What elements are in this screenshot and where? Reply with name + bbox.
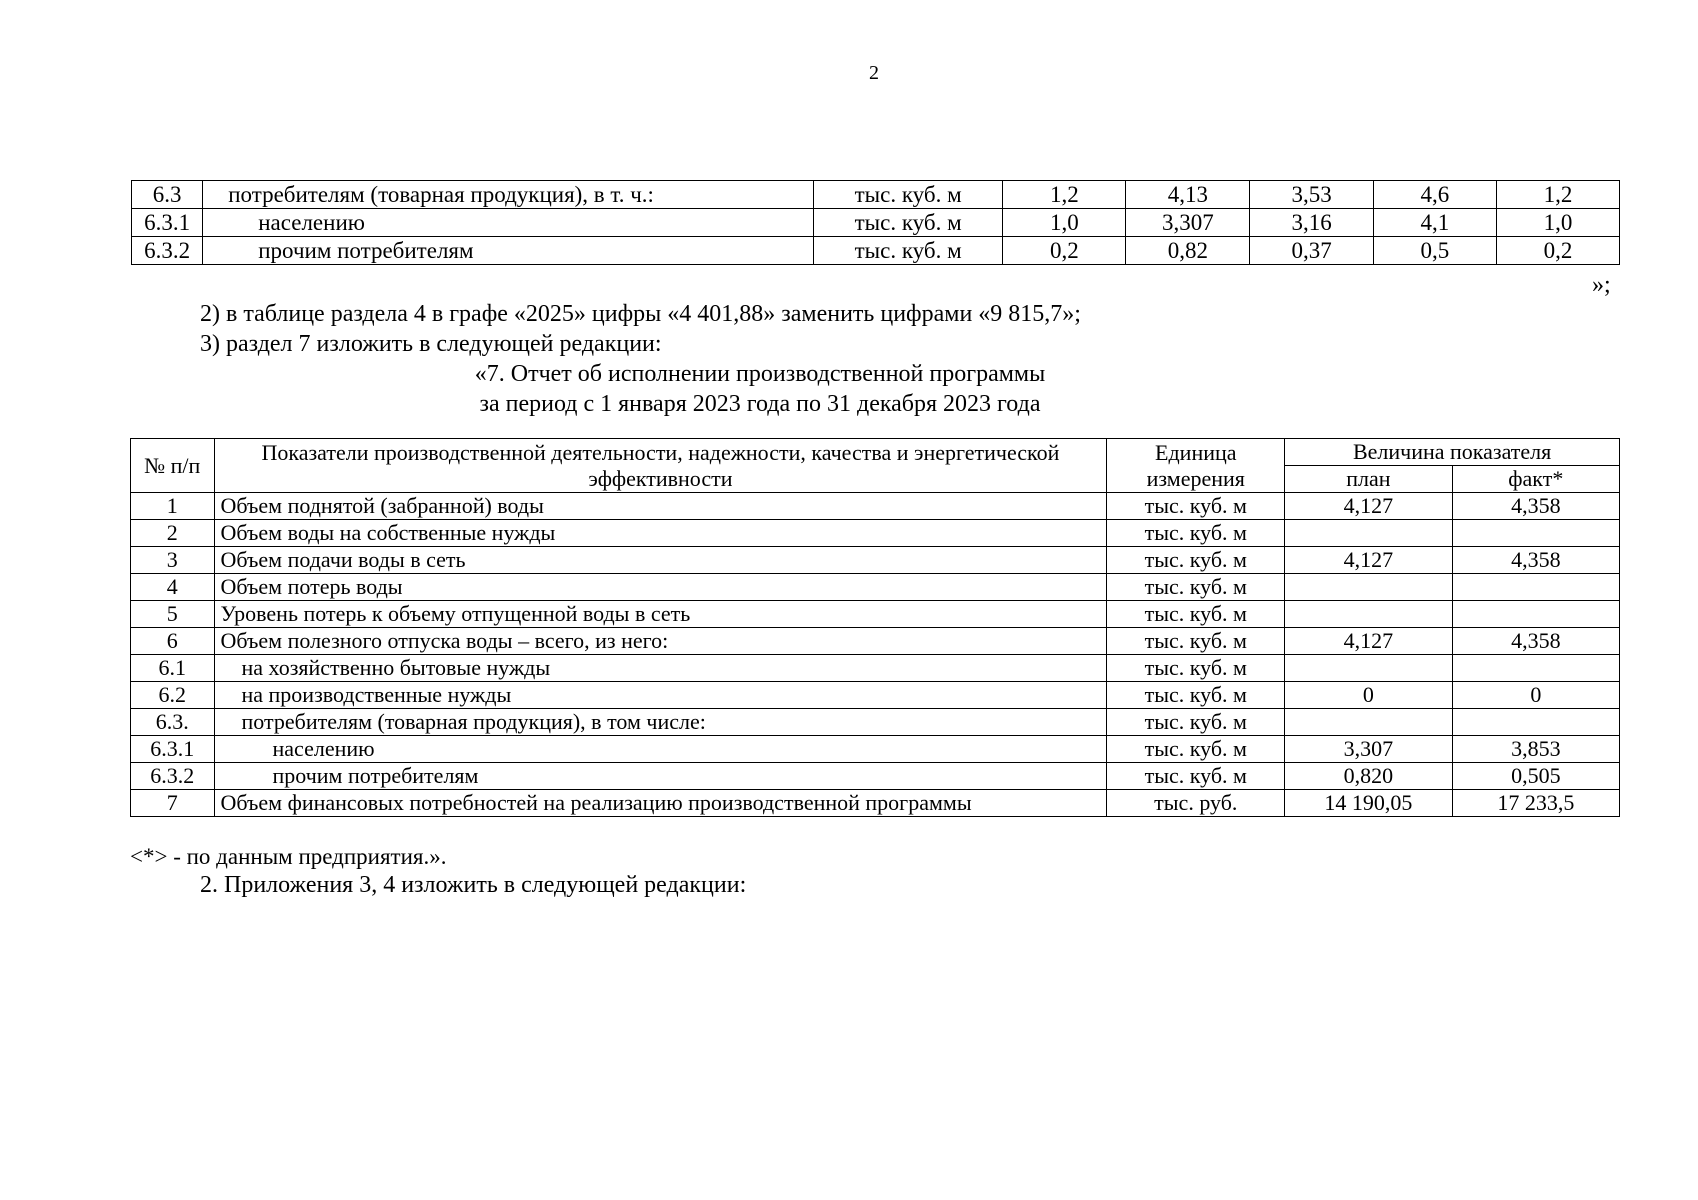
row-number: 6.3.	[131, 709, 215, 736]
row-number: 6.3.1	[131, 736, 215, 763]
table-row	[131, 682, 1620, 709]
row-unit: тыс. куб. м	[1107, 682, 1285, 709]
table-row	[131, 493, 1620, 520]
row-plan: 4,127	[1285, 547, 1452, 574]
row-unit: тыс. руб.	[1107, 790, 1285, 817]
row-fact	[1452, 574, 1619, 601]
table-row	[131, 547, 1620, 574]
row-unit: тыс. куб. м	[1107, 493, 1285, 520]
section-title-line2: за период с 1 января 2023 года по 31 декабря 2023 года	[479, 391, 1041, 417]
row-value: 1,0	[1496, 209, 1619, 237]
table-row	[131, 628, 1620, 655]
row-plan	[1285, 574, 1452, 601]
row-unit: тыс. куб. м	[813, 237, 1003, 265]
row-value: 4,6	[1373, 181, 1496, 209]
row-number: 6	[131, 628, 215, 655]
row-indicator: прочим потребителям	[214, 763, 1107, 790]
row-unit: тыс. куб. м	[1107, 520, 1285, 547]
header-indicator: Показатели производственной деятельности, надежности, качества и энергетической эффективности	[214, 439, 1107, 493]
row-plan: 4,127	[1285, 493, 1452, 520]
table-row	[131, 520, 1620, 547]
row-number: 5	[131, 601, 215, 628]
row-number: 3	[131, 547, 215, 574]
row-unit: тыс. куб. м	[1107, 601, 1285, 628]
table-row	[131, 709, 1620, 736]
row-value: 0,37	[1250, 237, 1374, 265]
table-row	[131, 655, 1620, 682]
row-value: 1,0	[1003, 209, 1126, 237]
row-number: 7	[131, 790, 215, 817]
header-num: № п/п	[131, 439, 215, 493]
table-row	[131, 601, 1620, 628]
row-plan: 0,820	[1285, 763, 1452, 790]
row-fact: 0,505	[1452, 763, 1619, 790]
row-value: 0,2	[1003, 237, 1126, 265]
row-number: 6.2	[131, 682, 215, 709]
table-row	[132, 237, 1620, 265]
row-unit: тыс. куб. м	[1107, 547, 1285, 574]
row-plan	[1285, 601, 1452, 628]
row-plan: 4,127	[1285, 628, 1452, 655]
report-table	[130, 438, 1620, 817]
final-paragraph: 2. Приложения 3, 4 изложить в следующей редакции:	[200, 872, 747, 898]
row-value: 3,16	[1250, 209, 1374, 237]
row-fact: 0	[1452, 682, 1619, 709]
row-number: 6.1	[131, 655, 215, 682]
row-fact: 4,358	[1452, 547, 1619, 574]
row-indicator: потребителям (товарная продукция), в том числе:	[214, 709, 1107, 736]
row-plan: 3,307	[1285, 736, 1452, 763]
footnote: <*> - по данным предприятия.».	[130, 844, 447, 869]
row-number: 2	[131, 520, 215, 547]
header-fact: факт*	[1452, 466, 1619, 493]
row-indicator: Объем полезного отпуска воды – всего, из него:	[214, 628, 1107, 655]
row-value: 1,2	[1003, 181, 1126, 209]
row-value: 0,5	[1373, 237, 1496, 265]
row-unit: тыс. куб. м	[813, 181, 1003, 209]
row-value: 1,2	[1496, 181, 1619, 209]
row-plan: 0	[1285, 682, 1452, 709]
row-unit: тыс. куб. м	[1107, 763, 1285, 790]
row-value: 0,2	[1496, 237, 1619, 265]
row-fact: 4,358	[1452, 628, 1619, 655]
paragraph-3: 3) раздел 7 изложить в следующей редакции:	[200, 331, 662, 357]
row-indicator: Уровень потерь к объему отпущенной воды в сеть	[214, 601, 1107, 628]
row-fact	[1452, 601, 1619, 628]
row-value: 4,1	[1373, 209, 1496, 237]
row-number: 6.3.2	[132, 237, 203, 265]
table-row	[131, 763, 1620, 790]
row-value: 3,307	[1126, 209, 1250, 237]
table-row	[132, 181, 1620, 209]
table-row	[132, 209, 1620, 237]
row-name: потребителям (товарная продукция), в т. ч.:	[203, 181, 814, 209]
row-indicator: Объем поднятой (забранной) воды	[214, 493, 1107, 520]
row-value: 4,13	[1126, 181, 1250, 209]
row-plan	[1285, 655, 1452, 682]
row-unit: тыс. куб. м	[1107, 655, 1285, 682]
row-name: населению	[203, 209, 814, 237]
row-number: 6.3.1	[132, 209, 203, 237]
row-number: 6.3	[132, 181, 203, 209]
row-indicator: на производственные нужды	[214, 682, 1107, 709]
row-unit: тыс. куб. м	[1107, 709, 1285, 736]
row-indicator: Объем финансовых потребностей на реализацию производственной программы	[214, 790, 1107, 817]
row-fact	[1452, 709, 1619, 736]
row-unit: тыс. куб. м	[1107, 736, 1285, 763]
row-indicator: Объем воды на собственные нужды	[214, 520, 1107, 547]
row-number: 1	[131, 493, 215, 520]
row-fact	[1452, 520, 1619, 547]
row-number: 4	[131, 574, 215, 601]
row-unit: тыс. куб. м	[1107, 628, 1285, 655]
row-fact: 4,358	[1452, 493, 1619, 520]
header-unit: Единица измерения	[1107, 439, 1285, 493]
row-indicator: Объем подачи воды в сеть	[214, 547, 1107, 574]
row-value: 0,82	[1126, 237, 1250, 265]
row-value: 3,53	[1250, 181, 1374, 209]
row-number: 6.3.2	[131, 763, 215, 790]
section-title-line1: «7. Отчет об исполнении производственной программы	[474, 361, 1046, 387]
row-indicator: населению	[214, 736, 1107, 763]
paragraph-2: 2) в таблице раздела 4 в графе «2025» цифры «4 401,88» заменить цифрами «9 815,7»;	[200, 301, 1081, 327]
closing-quote: »;	[1592, 272, 1611, 298]
row-unit: тыс. куб. м	[813, 209, 1003, 237]
header-plan: план	[1285, 466, 1452, 493]
row-name: прочим потребителям	[203, 237, 814, 265]
top-continuation-table	[131, 180, 1620, 265]
row-fact: 3,853	[1452, 736, 1619, 763]
row-unit: тыс. куб. м	[1107, 574, 1285, 601]
table-row	[131, 736, 1620, 763]
row-fact: 17 233,5	[1452, 790, 1619, 817]
table-row	[131, 574, 1620, 601]
row-plan	[1285, 520, 1452, 547]
header-value-group: Величина показателя	[1285, 439, 1620, 466]
row-plan	[1285, 709, 1452, 736]
row-indicator: Объем потерь воды	[214, 574, 1107, 601]
row-fact	[1452, 655, 1619, 682]
row-plan: 14 190,05	[1285, 790, 1452, 817]
table-row	[131, 790, 1620, 817]
page-number: 2	[869, 62, 879, 84]
row-indicator: на хозяйственно бытовые нужды	[214, 655, 1107, 682]
